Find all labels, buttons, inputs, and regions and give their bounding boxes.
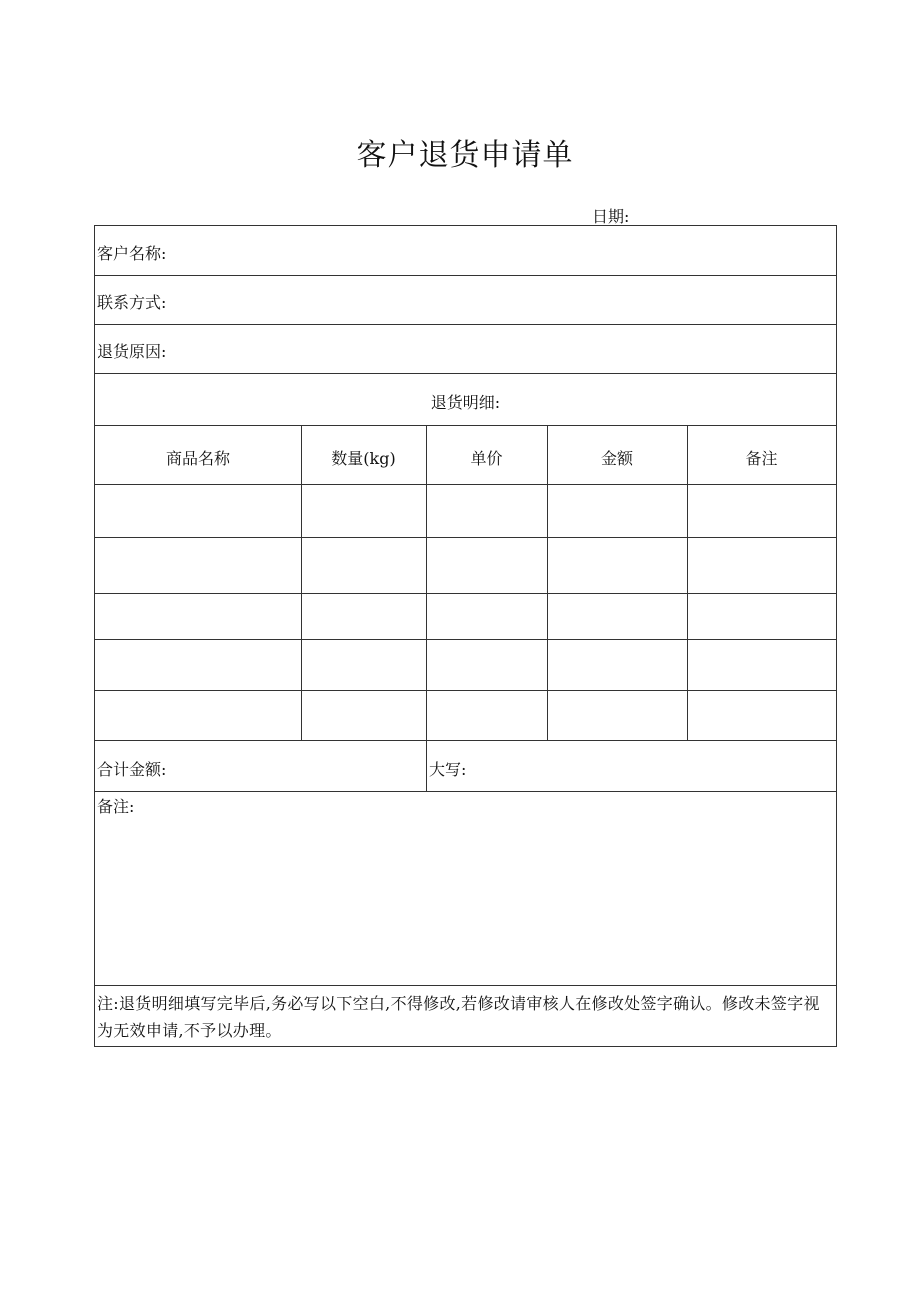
table-cell[interactable] [302,594,426,639]
header-amount: 金额 [600,449,633,468]
table-cell[interactable] [95,691,301,740]
table-cell[interactable] [548,538,687,593]
table-cell[interactable] [688,691,836,740]
table-cell[interactable] [427,485,547,537]
date-label: 日期: [592,207,630,226]
row-divider [95,373,836,374]
table-cell[interactable] [427,640,547,690]
detail-title: 退货明细: [430,393,501,412]
table-cell[interactable] [548,691,687,740]
header-quantity: 数量(kg) [331,449,396,468]
row-divider [95,985,836,986]
row-divider [95,425,836,426]
return-reason-label: 退货原因: [97,342,167,361]
table-cell[interactable] [688,485,836,537]
row-divider [95,791,836,792]
header-unit-price: 单价 [470,449,503,468]
page-title: 客户退货申请单 [356,138,574,173]
table-cell[interactable] [302,640,426,690]
footer-note: 注:退货明细填写完毕后,务必写以下空白,不得修改,若修改请审核人在修改处签字确认。修改未签字视为无效申请,不予以办理。 [97,994,820,1040]
row-divider [95,324,836,325]
table-cell[interactable] [427,538,547,593]
table-cell[interactable] [302,538,426,593]
row-divider [95,740,836,741]
table-cell[interactable] [427,594,547,639]
table-cell[interactable] [688,640,836,690]
table-cell[interactable] [548,594,687,639]
table-cell[interactable] [548,485,687,537]
customer-name-label: 客户名称: [97,244,167,263]
uppercase-amount-label: 大写: [429,760,467,779]
total-amount-label: 合计金额: [97,760,167,779]
table-cell[interactable] [302,691,426,740]
table-cell[interactable] [95,640,301,690]
table-cell[interactable] [688,538,836,593]
return-form [94,225,837,1047]
row-divider [95,275,836,276]
table-cell[interactable] [95,538,301,593]
table-cell[interactable] [427,691,547,740]
table-cell[interactable] [688,594,836,639]
header-remarks: 备注 [745,449,778,468]
table-cell[interactable] [548,640,687,690]
remarks-label: 备注: [97,797,135,816]
table-cell[interactable] [95,594,301,639]
header-product-name: 商品名称 [165,449,230,468]
contact-label: 联系方式: [97,293,167,312]
table-cell[interactable] [95,485,301,537]
table-cell[interactable] [302,485,426,537]
